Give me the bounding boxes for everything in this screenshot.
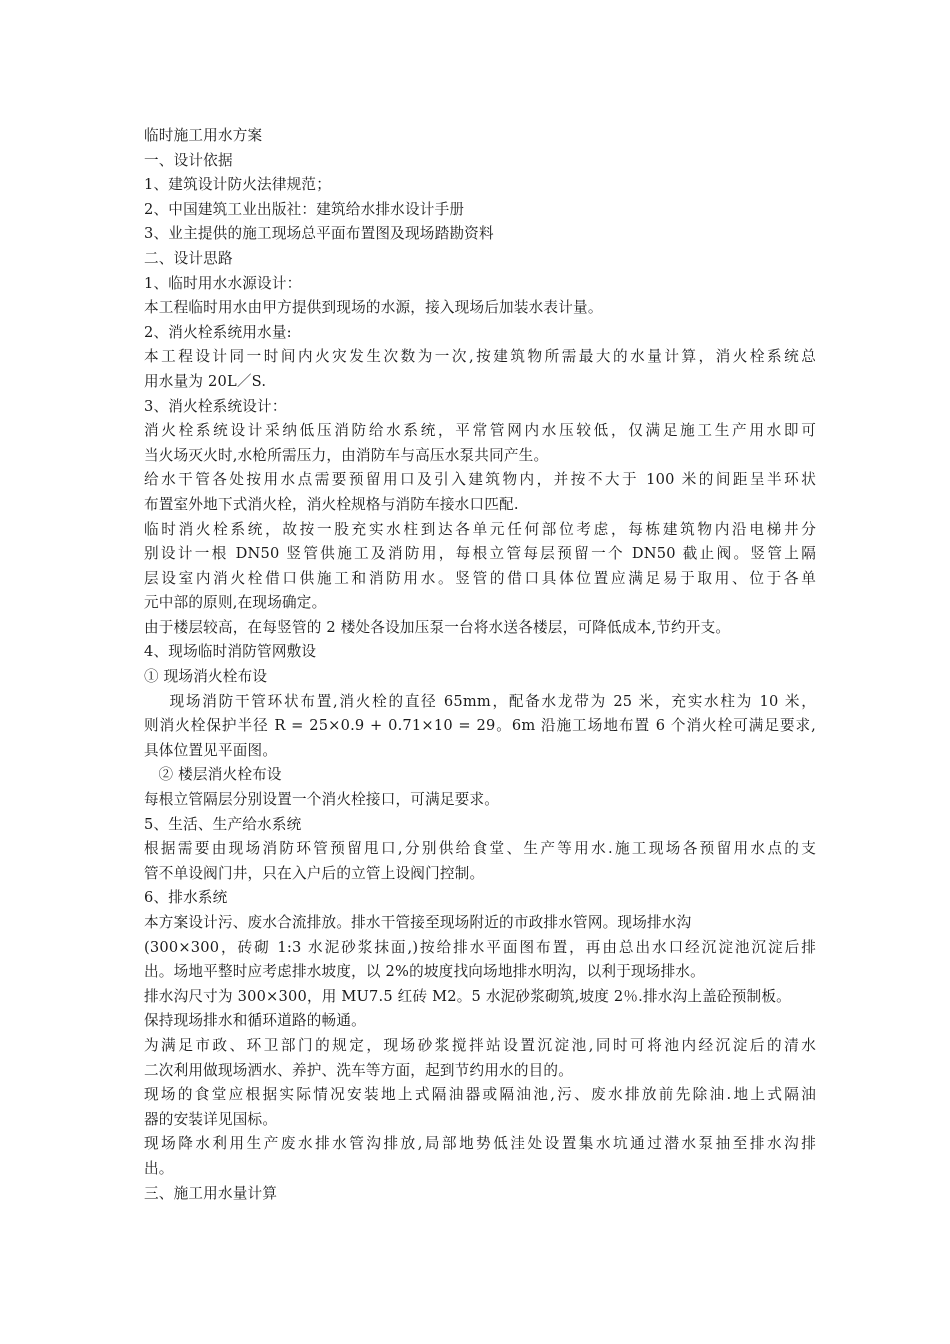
- paragraph-line: 现场降水利用生产废水排水管沟排放,局部地势低洼处设置集水坑通过潜水泵抽至排水沟排: [144, 1135, 816, 1153]
- paragraph-line: 消火栓系统设计采纳低压消防给水系统，平常管网内水压较低，仅满足施工生产用水即可: [144, 422, 816, 440]
- paragraph-line: 器的安装详见国标。: [144, 1110, 278, 1128]
- paragraph-line: 则消火栓保护半径 R = 25×0.9 + 0.71×10 = 29。6m 沿施工场地布置 6 个消火栓可满足要求,: [144, 717, 816, 735]
- basis-item-3: 3、业主提供的施工现场总平面布置图及现场踏勘资料: [144, 225, 494, 243]
- paragraph-line: 本方案设计污、废水合流排放。排水干管接至现场附近的市政排水管网。现场排水沟: [144, 914, 692, 931]
- paragraph-line: 临时消火栓系统，故按一股充实水柱到达各单元任何部位考虑，每栋建筑物内沿电梯井分: [144, 520, 816, 538]
- paragraph-line: 出。: [144, 1159, 174, 1177]
- paragraph-line: 为满足市政、环卫部门的规定，现场砂浆搅拌站设置沉淀池,同时可将池内经沉淀后的清水: [144, 1036, 816, 1054]
- subheading-drainage: 6、排水系统: [144, 889, 228, 907]
- paragraph-line: 每根立管隔层分别设置一个消火栓接口，可满足要求。: [144, 791, 500, 809]
- heading-design-idea: 二、设计思路: [144, 249, 233, 267]
- paragraph-line: 由于楼层较高，在每竖管的 2 楼处各设加压泵一台将水送各楼层，可降低成本,节约开支。: [144, 618, 731, 636]
- subheading-site-hydrant: ① 现场消火栓布设: [144, 668, 268, 686]
- subheading-water-supply: 5、生活、生产给水系统: [144, 815, 302, 833]
- subheading-floor-hydrant: ② 楼层消火栓布设: [144, 766, 282, 784]
- subheading-water-source: 1、临时用水水源设计：: [144, 274, 302, 292]
- paragraph-line: 出。场地平整时应考虑排水坡度，以 2%的坡度找向场地排水明沟，以利于现场排水。: [144, 963, 705, 981]
- paragraph-line: 保持现场排水和循环道路的畅通。: [144, 1012, 366, 1030]
- paragraph-line: 排水沟尺寸为 300×300，用 MU7.5 红砖 M2。5 水泥砂浆砌筑,坡度 2％.排水沟上盖砼预制板。: [144, 987, 791, 1005]
- paragraph-line: 层设室内消火栓借口供施工和消防用水。竖管的借口具体位置应满足易于取用、位于各单: [144, 569, 816, 587]
- paragraph-line: 根据需要由现场消防环管预留甩口,分别供给食堂、生产等用水.施工现场各预留用水点的支: [144, 840, 816, 858]
- paragraph-line: 给水干管各处按用水点需要预留用口及引入建筑物内，并按不大于 100 米的间距呈半环状: [144, 471, 816, 489]
- paragraph-line: (300×300，砖砌 1:3 水泥砂浆抹面,)按给排水平面图布置，再由总出水口经沉淀池沉淀后排: [144, 938, 816, 956]
- paragraph-line: 用水量为 20L／S.: [144, 372, 267, 390]
- heading-water-calculation: 三、施工用水量计算: [144, 1184, 278, 1202]
- heading-design-basis: 一、设计依据: [144, 151, 233, 169]
- paragraph-line: 本工程临时用水由甲方提供到现场的水源，接入现场后加装水表计量。: [144, 299, 603, 317]
- paragraph-line: 管不单设阀门井，只在入户后的立管上设阀门控制。: [144, 864, 485, 882]
- paragraph-line: 现场的食堂应根据实际情况安装地上式隔油器或隔油池,污、废水排放前先除油.地上式隔油: [144, 1086, 816, 1104]
- paragraph-line: 二次利用做现场洒水、养护、洗车等方面，起到节约用水的目的。: [144, 1061, 574, 1079]
- subheading-hydrant-flow: 2、消火栓系统用水量:: [144, 323, 292, 341]
- paragraph-line: 布置室外地下式消火栓，消火栓规格与消防车接水口匹配.: [144, 495, 519, 513]
- document-page: [144, 124, 816, 1206]
- paragraph-line: 别设计一根 DN50 竖管供施工及消防用，每根立管每层预留一个 DN50 截止阀。竖管上隔: [144, 545, 816, 563]
- paragraph-line: 本工程设计同一时间内火灾发生次数为一次,按建筑物所需最大的水量计算，消火栓系统总: [144, 348, 816, 366]
- subheading-hydrant-design: 3、消火栓系统设计：: [144, 397, 287, 415]
- paragraph-line: 现场消防干管环状布置,消火栓的直径 65mm，配备水龙带为 25 米，充实水柱为 10 米，: [144, 692, 816, 710]
- subheading-fire-network: 4、现场临时消防管网敷设: [144, 643, 317, 661]
- paragraph-line: 具体位置见平面图。: [144, 741, 278, 759]
- paragraph-line: 元中部的原则,在现场确定。: [144, 594, 327, 612]
- paragraph-line: 当火场灭火时,水枪所需压力，由消防车与高压水泵共同产生。: [144, 446, 549, 464]
- basis-item-2: 2、中国建筑工业出版社：建筑给水排水设计手册: [144, 200, 465, 218]
- document-title: 临时施工用水方案: [144, 127, 263, 144]
- basis-item-1: 1、建筑设计防火法律规范；: [144, 176, 332, 194]
